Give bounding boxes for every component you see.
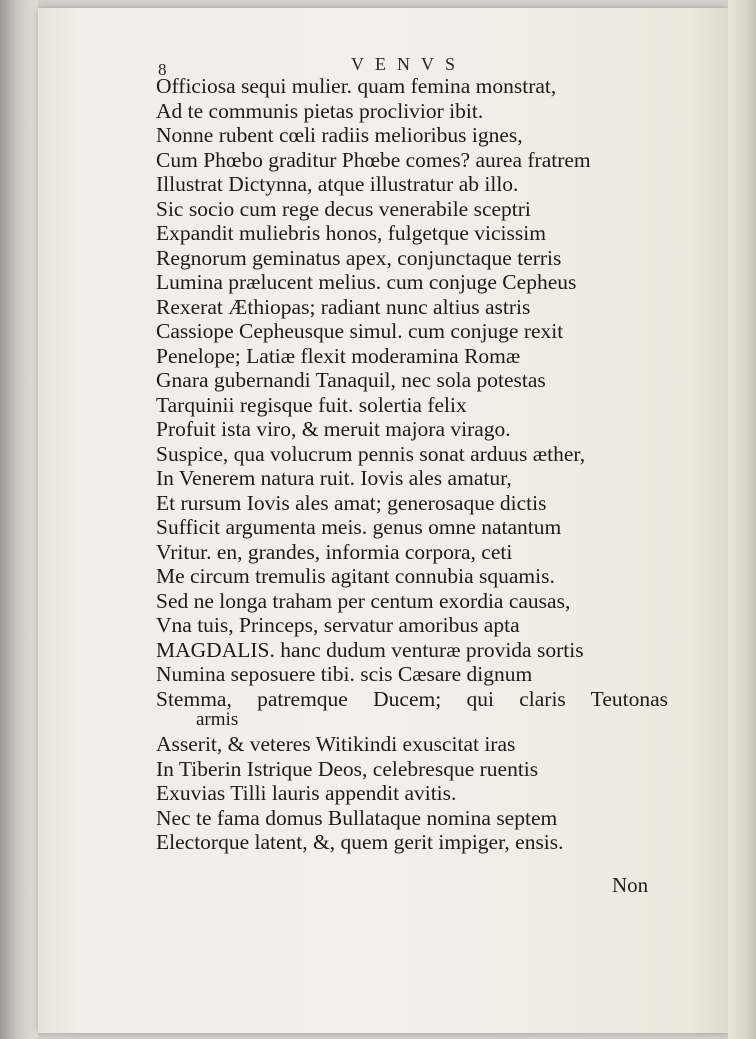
verse-line: Nec te fama domus Bullataque nomina septem <box>156 805 558 830</box>
verse-line: In Venerem natura ruit. Iovis ales amatur, <box>156 466 512 490</box>
verse-line: Vna tuis, Princeps, servatur amoribus apta <box>156 613 520 637</box>
verse-line: Nonne rubent cœli radiis melioribus ignes, <box>156 123 523 147</box>
verse-line: Expandit muliebris honos, fulgetque vicissim <box>156 221 546 245</box>
verse-line: Cum Phœbo graditur Phœbe comes? aurea fratrem <box>156 147 591 172</box>
verse-line: Officiosa sequi mulier. quam femina monstrat, <box>156 74 557 98</box>
verse-line: Ad te communis pietas proclivior ibit. <box>156 98 484 123</box>
verse-line: Asserit, & veteres Witikindi exuscitat iras <box>156 732 516 756</box>
verse-line: Sed ne longa traham per centum exordia causas, <box>156 588 571 613</box>
verse-line: Sufficit argumenta meis. genus omne natantum <box>156 515 562 539</box>
verse-line: Et rursum Iovis ales amat; generosaque dictis <box>156 490 547 515</box>
verse-text <box>156 74 676 855</box>
verse-line: Vritur. en, grandes, informia corpora, ceti <box>156 539 513 564</box>
verse-line: Rexerat Æthiopas; radiant nunc altius astris <box>156 294 531 319</box>
verse-line: Sic socio cum rege decus venerabile sceptri <box>156 196 531 221</box>
book-left-edge <box>0 0 38 1039</box>
verse-line: In Tiberin Istrique Deos, celebresque ruentis <box>156 756 539 781</box>
verse-line: Profuit ista viro, & meruit majora virago. <box>156 417 511 441</box>
verse-line: Me circum tremulis agitant connubia squamis. <box>156 564 555 588</box>
verse-line: Electorque latent, &, quem gerit impiger, ensis. <box>156 830 564 854</box>
verse-line: Cassiope Cepheusque simul. cum conjuge rexit <box>156 319 564 343</box>
verse-line: Penelope; Latiæ flexit moderamina Romæ <box>156 343 521 368</box>
verse-line: Illustrat Dictynna, atque illustratur ab illo. <box>156 172 519 196</box>
catchword: Non <box>612 873 649 897</box>
verse-line: MAGDALIS. hanc dudum venturæ provida sortis <box>156 637 584 662</box>
verse-line: Suspice, qua volucrum pennis sonat arduus æther, <box>156 441 586 466</box>
verse-line-continuation: armis <box>196 709 239 730</box>
verse-line: Tarquinii regisque fuit. solertia felix <box>156 392 467 417</box>
running-head: VENVS <box>351 54 467 74</box>
verse-line: Stemma, patremque Ducem; qui claris Teutonas <box>156 686 668 711</box>
verse-line: Gnara gubernandi Tanaquil, nec sola potestas <box>156 368 546 392</box>
verse-line: Regnorum geminatus apex, conjunctaque terris <box>156 245 562 270</box>
book-right-edge <box>728 0 756 1039</box>
verse-line: Lumina prælucent melius. cum conjuge Cepheus <box>156 270 577 294</box>
verse-line: Numina seposuere tibi. scis Cæsare dignum <box>156 662 533 686</box>
verse-line: Exuvias Tilli lauris appendit avitis. <box>156 781 457 805</box>
page-number: 8 <box>158 60 167 79</box>
